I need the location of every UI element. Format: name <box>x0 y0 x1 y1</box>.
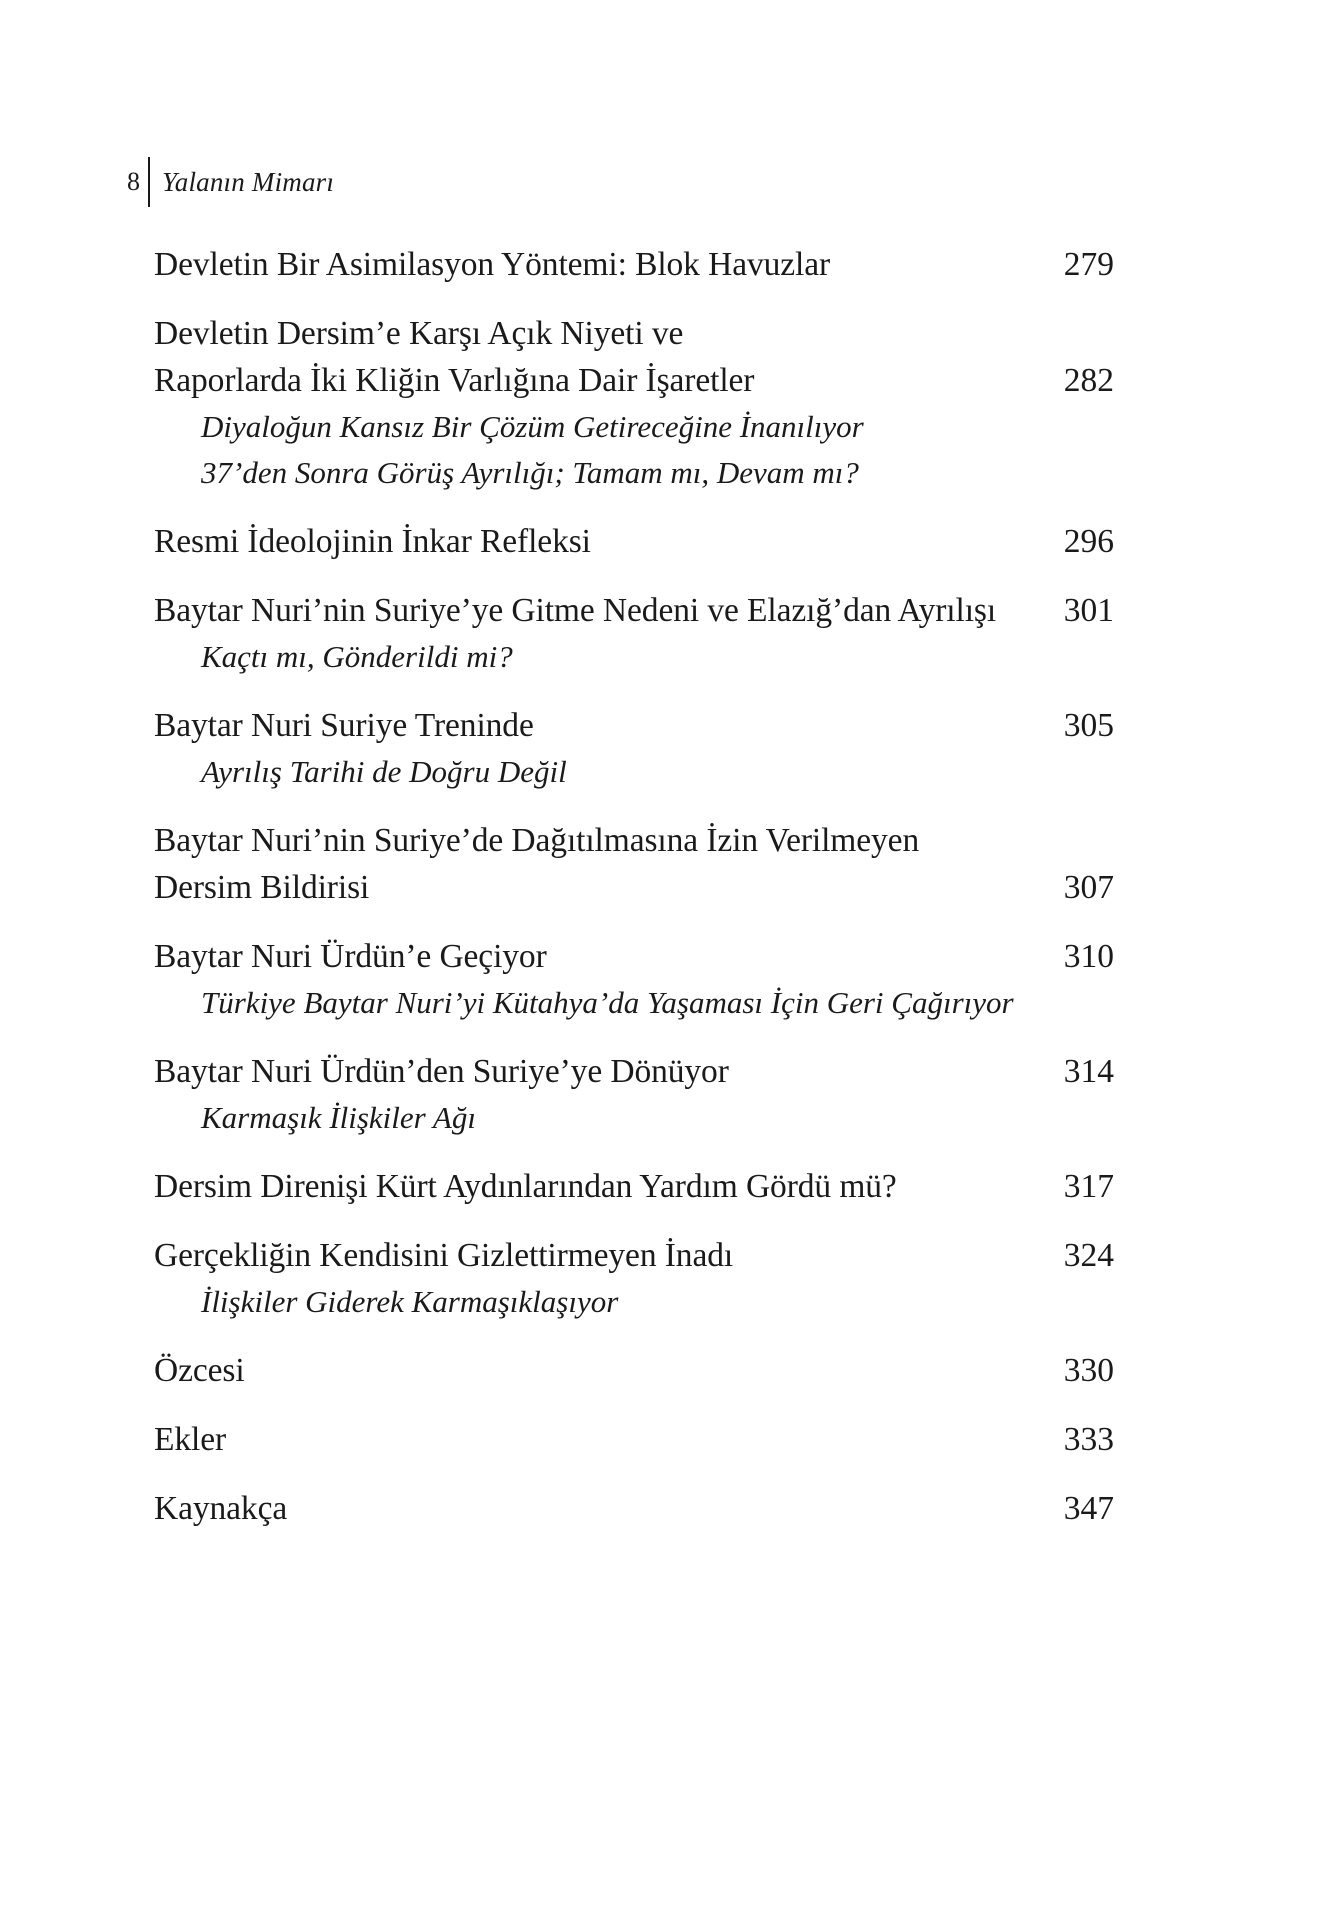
toc-subheading: Karmaşık İlişkiler Ağı <box>201 1100 476 1135</box>
toc-entry-title: Devletin Dersim’e Karşı Açık Niyeti ve <box>154 315 684 352</box>
running-title: Yalanın Mimarı <box>162 167 335 197</box>
page-header <box>127 157 334 207</box>
toc-entry <box>154 933 1114 1026</box>
toc-entry-title: Baytar Nuri Ürdün’den Suriye’ye Dönüyor <box>154 1053 729 1090</box>
toc-entry-title: Gerçekliğin Kendisini Gizlettirmeyen İnadı <box>154 1237 734 1274</box>
toc-page-number: 305 <box>1063 707 1114 744</box>
toc-entry <box>154 1347 1114 1394</box>
toc-entry <box>154 702 1114 795</box>
toc-entry <box>154 587 1114 680</box>
toc-entry-title: Resmi İdeolojinin İnkar Refleksi <box>154 523 591 560</box>
toc-subheading: Ayrılış Tarihi de Doğru Değil <box>201 754 567 789</box>
toc-subheading: Türkiye Baytar Nuri’yi Kütahya’da Yaşaması İçin Geri Çağırıyor <box>201 985 1014 1020</box>
toc-subheading: İlişkiler Giderek Karmaşıklaşıyor <box>201 1284 619 1319</box>
toc-entry-title: Dersim Direnişi Kürt Aydınlarından Yardım Gördü mü? <box>154 1168 897 1205</box>
toc-page-number: 307 <box>1063 869 1114 906</box>
toc-page-number: 310 <box>1063 938 1114 975</box>
toc-entry-title: Baytar Nuri’nin Suriye’ye Gitme Nedeni ve Elazığ’dan Ayrılışı <box>154 592 997 629</box>
toc-subheading: Kaçtı mı, Gönderildi mi? <box>201 639 513 674</box>
toc-entry-title: Kaynakça <box>154 1490 288 1527</box>
toc-entry-title: Ekler <box>154 1421 227 1458</box>
toc-entry <box>154 1048 1114 1141</box>
toc-entry-title: Raporlarda İki Kliğin Varlığına Dair İşaretler <box>154 362 755 399</box>
toc-page-number: 279 <box>1063 246 1114 283</box>
toc-entry <box>154 310 1114 496</box>
page-number: 8 <box>127 167 140 196</box>
toc-entry <box>154 817 1114 911</box>
toc-entry <box>154 1485 1114 1532</box>
toc-entry <box>154 1163 1114 1210</box>
toc-entry <box>154 1416 1114 1463</box>
toc-entry-title: Baytar Nuri Suriye Treninde <box>154 707 534 744</box>
toc-entry-title: Devletin Bir Asimilasyon Yöntemi: Blok Havuzlar <box>154 246 831 283</box>
toc-entry-title: Baytar Nuri’nin Suriye’de Dağıtılmasına İzin Verilmeyen <box>154 822 920 859</box>
toc-subheading: Diyaloğun Kansız Bir Çözüm Getireceğine İnanılıyor <box>201 409 864 444</box>
toc-entry-title: Özcesi <box>154 1352 245 1389</box>
toc-page-number: 282 <box>1063 362 1114 399</box>
toc-page-number: 347 <box>1063 1490 1114 1527</box>
toc-page-number: 333 <box>1063 1421 1114 1458</box>
table-of-contents <box>154 241 1114 1532</box>
toc-entry-title: Dersim Bildirisi <box>154 869 370 906</box>
toc-page-number: 314 <box>1063 1053 1114 1090</box>
toc-page-number: 317 <box>1063 1168 1114 1205</box>
toc-entry <box>154 241 1114 288</box>
toc-page-number: 330 <box>1063 1352 1114 1389</box>
toc-entry <box>154 518 1114 565</box>
toc-page-number: 301 <box>1063 592 1114 629</box>
toc-subheading: 37’den Sonra Görüş Ayrılığı; Tamam mı, Devam mı? <box>201 455 859 490</box>
toc-page-number: 324 <box>1063 1237 1114 1274</box>
toc-entry <box>154 1232 1114 1325</box>
toc-page-number: 296 <box>1063 523 1114 560</box>
toc-entry-title: Baytar Nuri Ürdün’e Geçiyor <box>154 938 547 975</box>
